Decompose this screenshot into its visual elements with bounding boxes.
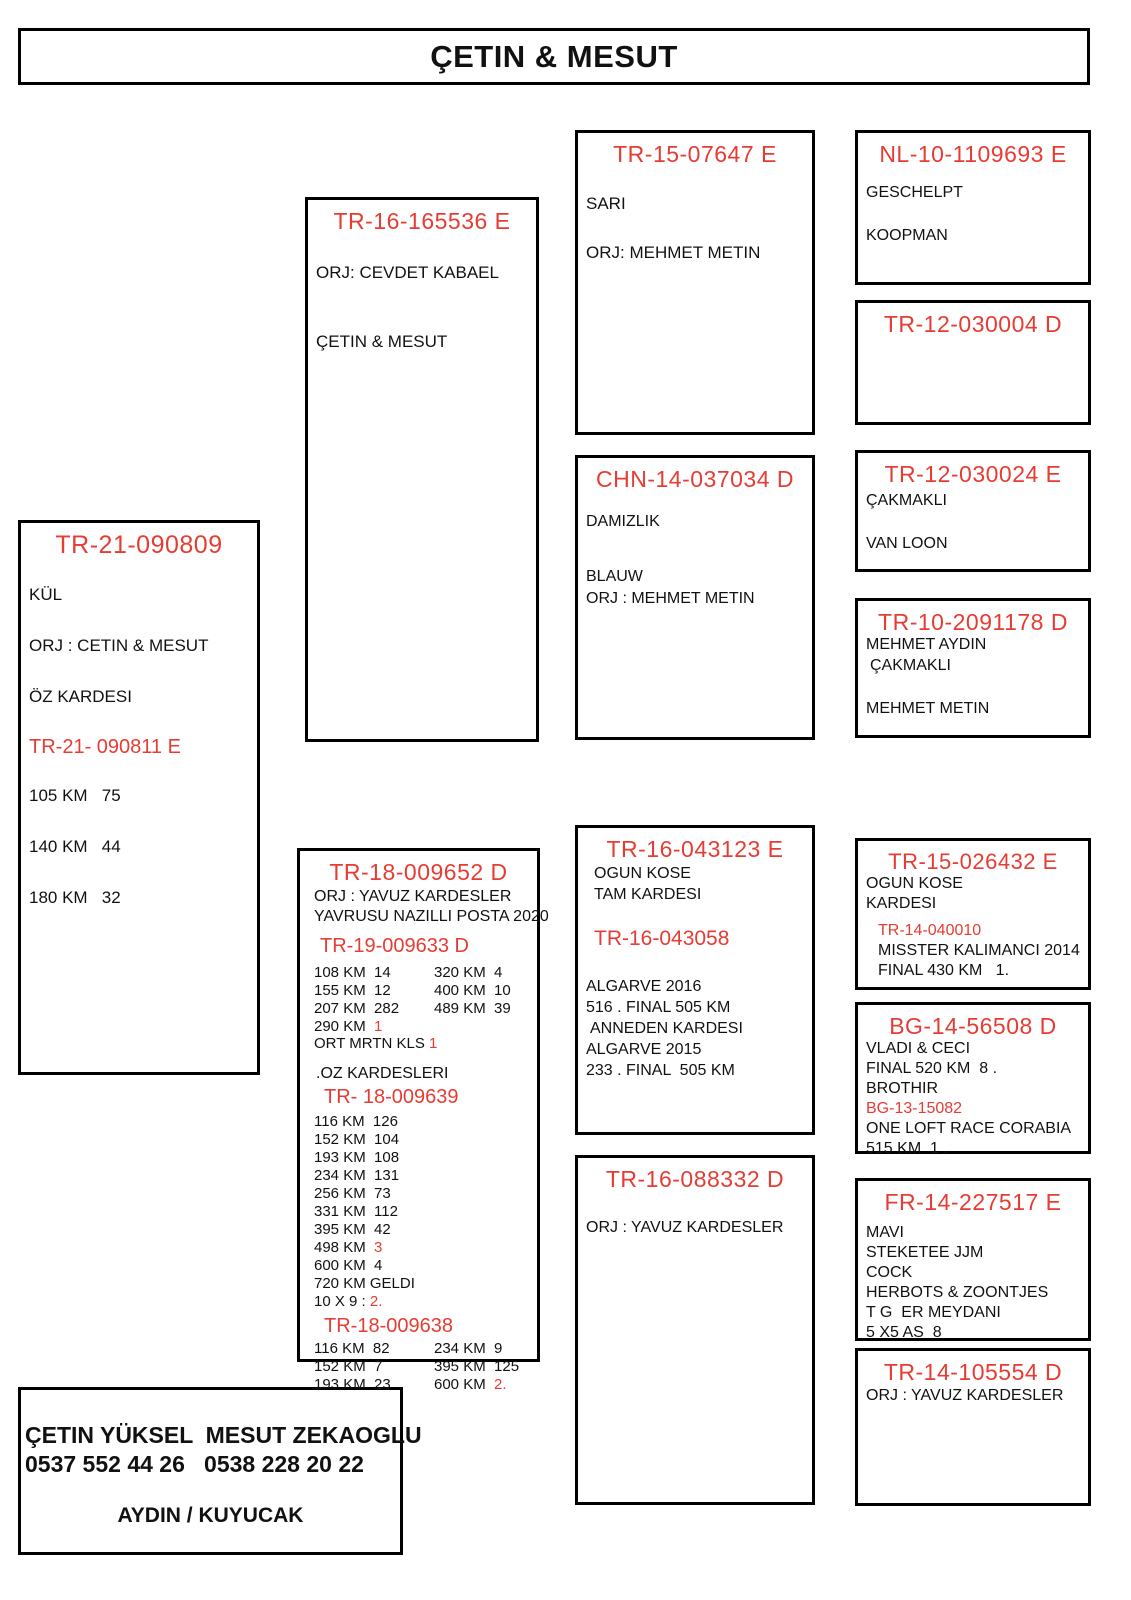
ring-code-title: TR-18-009652 D <box>329 859 508 885</box>
pedigree-line <box>308 1000 529 1017</box>
text-segment: GESCHELPT <box>866 184 963 202</box>
pedigree-line <box>586 567 804 586</box>
ring-code-title: TR-10-2091178 D <box>878 609 1068 635</box>
text-segment: 489 KM 39 <box>434 1000 511 1018</box>
text-segment: 234 KM 9 <box>434 1340 503 1358</box>
ring-code-title: TR-21-090809 <box>55 531 223 559</box>
text-segment: SARI <box>586 194 626 214</box>
pedigree-line <box>586 998 804 1017</box>
pedigree-line <box>308 1275 529 1292</box>
result-col-right <box>434 964 502 981</box>
text-segment: MAVI <box>866 1224 904 1242</box>
text-segment: OGUN KOSE <box>866 875 963 893</box>
pedigree-line <box>586 1040 804 1059</box>
text-segment: KARDESI <box>866 895 937 913</box>
text-segment: VLADI & CECI <box>866 1040 971 1058</box>
text-segment: ORJ : YAVUZ KARDESLER <box>314 888 512 906</box>
text-segment: 720 KM GELDI <box>314 1275 415 1293</box>
text-segment: ÇETIN & MESUT <box>316 332 448 352</box>
result-highlight: 1 <box>374 1018 383 1036</box>
pedigree-line <box>308 1018 529 1052</box>
pedigree-line <box>308 1085 529 1109</box>
ring-code-title: TR-15-07647 E <box>613 141 777 167</box>
result-col-right <box>434 1358 519 1375</box>
ring-code-title: BG-14-56508 D <box>889 1013 1057 1039</box>
pedigree-line <box>586 193 804 214</box>
pedigree-line <box>866 874 1080 893</box>
pedigree-line <box>866 1323 1080 1342</box>
pedigree-line <box>308 1314 529 1338</box>
text-segment: ÇAKMAKLI <box>866 492 947 510</box>
result-highlight: BG-13-15082 <box>866 1100 963 1118</box>
pedigree-box-chn-14-037034 <box>575 455 815 740</box>
result-col-left <box>314 1340 434 1357</box>
text-segment: 105 KM 75 <box>29 785 121 805</box>
pedigree-line <box>308 1221 529 1238</box>
text-segment: .OZ KARDESLERI <box>316 1065 449 1083</box>
pedigree-line <box>866 1243 1080 1262</box>
pedigree-line <box>866 699 1080 718</box>
text-segment: ORJ : CETIN & MESUT <box>29 635 209 655</box>
result-col-left <box>314 1018 434 1035</box>
result-highlight: TR-19-009633 D <box>320 935 469 958</box>
pedigree-line <box>308 1185 529 1202</box>
text-segment: 193 KM 108 <box>314 1149 400 1167</box>
pedigree-line <box>308 887 529 906</box>
pedigree-box-tr-15-07647 <box>575 130 815 435</box>
result-highlight: TR-21- 090811 E <box>29 735 181 758</box>
ring-code-title: TR-16-043123 E <box>606 836 784 862</box>
text-segment: YAVRUSU NAZILLI POSTA 2020 <box>314 908 549 926</box>
pedigree-line <box>308 982 529 999</box>
text-segment: ALGARVE 2016 <box>586 978 702 996</box>
pedigree-line <box>29 887 249 908</box>
pedigree-line <box>308 1257 529 1274</box>
text-segment: VAN LOON <box>866 535 948 553</box>
text-segment: 395 KM 125 <box>434 1358 520 1376</box>
text-segment: STEKETEE JJM <box>866 1244 984 1262</box>
text-segment: 140 KM 44 <box>29 836 121 856</box>
result-col-left <box>314 982 434 999</box>
text-segment: KOOPMAN <box>866 227 948 245</box>
text-segment: OGUN KOSE <box>594 865 691 883</box>
result-highlight: 2. <box>369 1293 383 1311</box>
result-col-right <box>434 1340 502 1357</box>
text-segment: 152 KM 104 <box>314 1131 400 1149</box>
pedigree-line <box>866 921 1080 940</box>
text-segment: ALGARVE 2015 <box>586 1041 702 1059</box>
text-segment: 331 KM 112 <box>314 1203 398 1221</box>
text-segment: ONE LOFT RACE CORABIA <box>866 1120 1072 1138</box>
owner-names: ÇETIN YÜKSEL MESUT ZEKAOGLU <box>25 1422 422 1448</box>
text-segment: 395 KM 42 <box>314 1221 391 1239</box>
result-highlight: 1 <box>429 1035 438 1053</box>
result-col-left <box>314 1000 434 1017</box>
result-highlight: TR- 18-009639 <box>324 1086 459 1109</box>
text-segment: 10 X 9 : <box>314 1293 370 1311</box>
pedigree-line <box>866 1139 1080 1158</box>
text-segment: 155 KM 12 <box>314 982 391 1000</box>
result-col-right <box>434 1376 507 1393</box>
pedigree-line <box>866 1283 1080 1302</box>
text-segment: T G ER MEYDANI <box>866 1304 1001 1322</box>
text-segment: ÖZ KARDESI <box>29 686 132 706</box>
text-segment: 600 KM <box>434 1376 495 1394</box>
pedigree-line <box>866 656 1080 675</box>
ring-code-title: TR-12-030004 D <box>883 311 1063 337</box>
pedigree-line <box>866 894 1080 913</box>
pedigree-line <box>308 1239 529 1256</box>
pedigree-box-bg-14-56508 <box>855 1002 1091 1158</box>
pedigree-line <box>308 1131 529 1148</box>
text-segment: 116 KM 82 <box>314 1340 390 1358</box>
pedigree-line <box>586 589 804 608</box>
text-segment: 108 KM 14 <box>314 964 391 982</box>
text-segment: 207 KM 282 <box>314 1000 400 1018</box>
pedigree-line <box>586 977 804 996</box>
pedigree-line <box>308 1293 529 1310</box>
pedigree-line <box>29 635 249 656</box>
pedigree-line <box>586 864 804 883</box>
text-segment: 320 KM 4 <box>434 964 503 982</box>
pedigree-line <box>866 1386 1080 1405</box>
pedigree-line <box>866 1303 1080 1322</box>
pedigree-box-fr-14-227517 <box>855 1178 1091 1341</box>
text-segment: DAMIZLIK <box>586 513 660 531</box>
text-segment: ORJ : MEHMET METIN <box>586 590 755 608</box>
ring-code-title: TR-16-088332 D <box>605 1166 785 1192</box>
text-segment: 193 KM 23 <box>314 1376 391 1394</box>
result-highlight: TR-14-040010 <box>878 922 982 940</box>
pedigree-line <box>308 1113 529 1130</box>
pedigree-line <box>316 331 528 352</box>
pedigree-line <box>29 836 249 857</box>
text-segment: FINAL 430 KM 1. <box>878 962 1010 980</box>
ring-code-title: NL-10-1109693 E <box>879 141 1067 167</box>
text-segment: ORJ: MEHMET METIN <box>586 243 761 263</box>
text-segment: 516 . FINAL 505 KM <box>586 999 731 1017</box>
pedigree-line <box>29 584 249 605</box>
text-segment: 498 KM <box>314 1239 375 1257</box>
ring-code-title: TR-12-030024 E <box>884 461 1062 487</box>
text-segment: BROTHIR <box>866 1080 938 1098</box>
pedigree-line <box>866 635 1080 654</box>
phone-numbers: 0537 552 44 26 0538 228 20 22 <box>25 1451 364 1477</box>
pedigree-line <box>308 1064 529 1083</box>
pedigree-box-tr-10-2091178 <box>855 598 1091 738</box>
pedigree-box-tr-16-088332 <box>575 1155 815 1505</box>
pedigree-box-nl-10-1109693 <box>855 130 1091 285</box>
pedigree-line <box>866 961 1080 980</box>
text-segment: TAM KARDESI <box>594 886 702 904</box>
pedigree-box-tr-14-105554 <box>855 1348 1091 1506</box>
ring-code-title: FR-14-227517 E <box>884 1189 1062 1215</box>
text-segment: ORJ : YAVUZ KARDESLER <box>866 1387 1064 1405</box>
pedigree-line <box>586 1218 804 1237</box>
pedigree-box-tr-16-165536 <box>305 197 539 742</box>
pedigree-line <box>866 534 1080 553</box>
text-segment: ORT MRTN KLS <box>314 1035 430 1053</box>
text-segment: 5 X5 AS 8 <box>866 1324 942 1342</box>
pedigree-line <box>866 1079 1080 1098</box>
ring-code-title: TR-15-026432 E <box>888 849 1058 874</box>
result-highlight: TR-18-009638 <box>324 1315 453 1338</box>
page-title: ÇETIN & MESUT <box>430 38 678 74</box>
text-segment: FINAL 520 KM 8 . <box>866 1060 998 1078</box>
title-banner <box>18 28 1090 85</box>
pedigree-line <box>586 512 804 531</box>
text-segment: BLAUW <box>586 568 643 586</box>
text-segment: ORJ : YAVUZ KARDESLER <box>586 1219 784 1237</box>
pedigree-line <box>308 1340 529 1357</box>
pedigree-box-tr-12-030004 <box>855 300 1091 425</box>
pedigree-line <box>586 885 804 904</box>
pedigree-line <box>308 1149 529 1166</box>
pedigree-line <box>866 226 1080 245</box>
pedigree-box-tr-16-043123 <box>575 825 815 1135</box>
pedigree-line <box>308 1376 529 1393</box>
result-col-left <box>314 964 434 981</box>
pedigree-box-tr-15-026432 <box>855 838 1091 990</box>
pedigree-line <box>316 262 528 283</box>
text-segment: 152 KM 7 <box>314 1358 383 1376</box>
text-segment: 256 KM 73 <box>314 1185 391 1203</box>
pedigree-line <box>866 1099 1080 1118</box>
pedigree-line <box>866 1263 1080 1282</box>
pedigree-line <box>29 735 249 759</box>
pedigree-line <box>29 686 249 707</box>
pedigree-line <box>866 941 1080 960</box>
pedigree-line <box>866 1119 1080 1138</box>
text-segment: ÇAKMAKLI <box>870 657 951 675</box>
pedigree-line <box>586 926 804 951</box>
contact-box <box>18 1387 422 1555</box>
pedigree-line <box>308 1358 529 1375</box>
text-segment: 234 KM 131 <box>314 1167 400 1185</box>
pedigree-line <box>308 1167 529 1184</box>
pedigree-line <box>866 183 1080 202</box>
result-highlight: TR-16-043058 <box>594 927 730 951</box>
text-segment: 233 . FINAL 505 KM <box>586 1062 735 1080</box>
text-segment: MEHMET AYDIN <box>866 636 987 654</box>
pedigree-line <box>866 1059 1080 1078</box>
result-col-left <box>314 1358 434 1375</box>
result-col-left <box>314 1376 434 1393</box>
pedigree-line <box>308 934 529 958</box>
text-segment: 116 KM 126 <box>314 1113 398 1131</box>
result-highlight: 2. <box>494 1376 507 1394</box>
result-col-right <box>434 1000 511 1017</box>
result-highlight: 3 <box>374 1239 383 1257</box>
pedigree-line <box>866 1039 1080 1058</box>
result-col-right <box>434 982 511 999</box>
ring-code-title: CHN-14-037034 D <box>596 466 794 492</box>
pedigree-box-tr-21-090809 <box>18 520 260 1075</box>
text-segment: COCK <box>866 1264 913 1282</box>
text-segment: 180 KM 32 <box>29 887 121 907</box>
pedigree-box-tr-18-009652 <box>297 848 549 1394</box>
pedigree-line <box>586 1019 804 1038</box>
pedigree-line <box>586 1061 804 1080</box>
pedigree-line <box>308 964 529 981</box>
result-col-right <box>314 1035 437 1052</box>
text-segment: 290 KM <box>314 1018 375 1036</box>
text-segment: 400 KM 10 <box>434 982 511 1000</box>
text-segment: MISSTER KALIMANCI 2014 <box>878 942 1080 960</box>
pedigree-line <box>866 1223 1080 1242</box>
text-segment: HERBOTS & ZOONTJES <box>866 1284 1049 1302</box>
text-segment: ANNEDEN KARDESI <box>590 1020 743 1038</box>
ring-code-title: TR-14-105554 D <box>883 1359 1063 1385</box>
pedigree-box-tr-12-030024 <box>855 450 1091 572</box>
ring-code-title: TR-16-165536 E <box>333 208 511 234</box>
text-segment: 515 KM 1 . <box>866 1140 948 1158</box>
pedigree-line <box>586 242 804 263</box>
pedigree-line <box>866 491 1080 510</box>
pedigree-line <box>308 1203 529 1220</box>
text-segment: KÜL <box>29 584 63 604</box>
text-segment: 600 KM 4 <box>314 1257 383 1275</box>
location: AYDIN / KUYUCAK <box>117 1504 304 1527</box>
text-segment: ORJ: CEVDET KABAEL <box>316 263 499 283</box>
pedigree-line <box>308 907 549 926</box>
pedigree-line <box>29 785 249 806</box>
text-segment: MEHMET METIN <box>866 700 990 718</box>
